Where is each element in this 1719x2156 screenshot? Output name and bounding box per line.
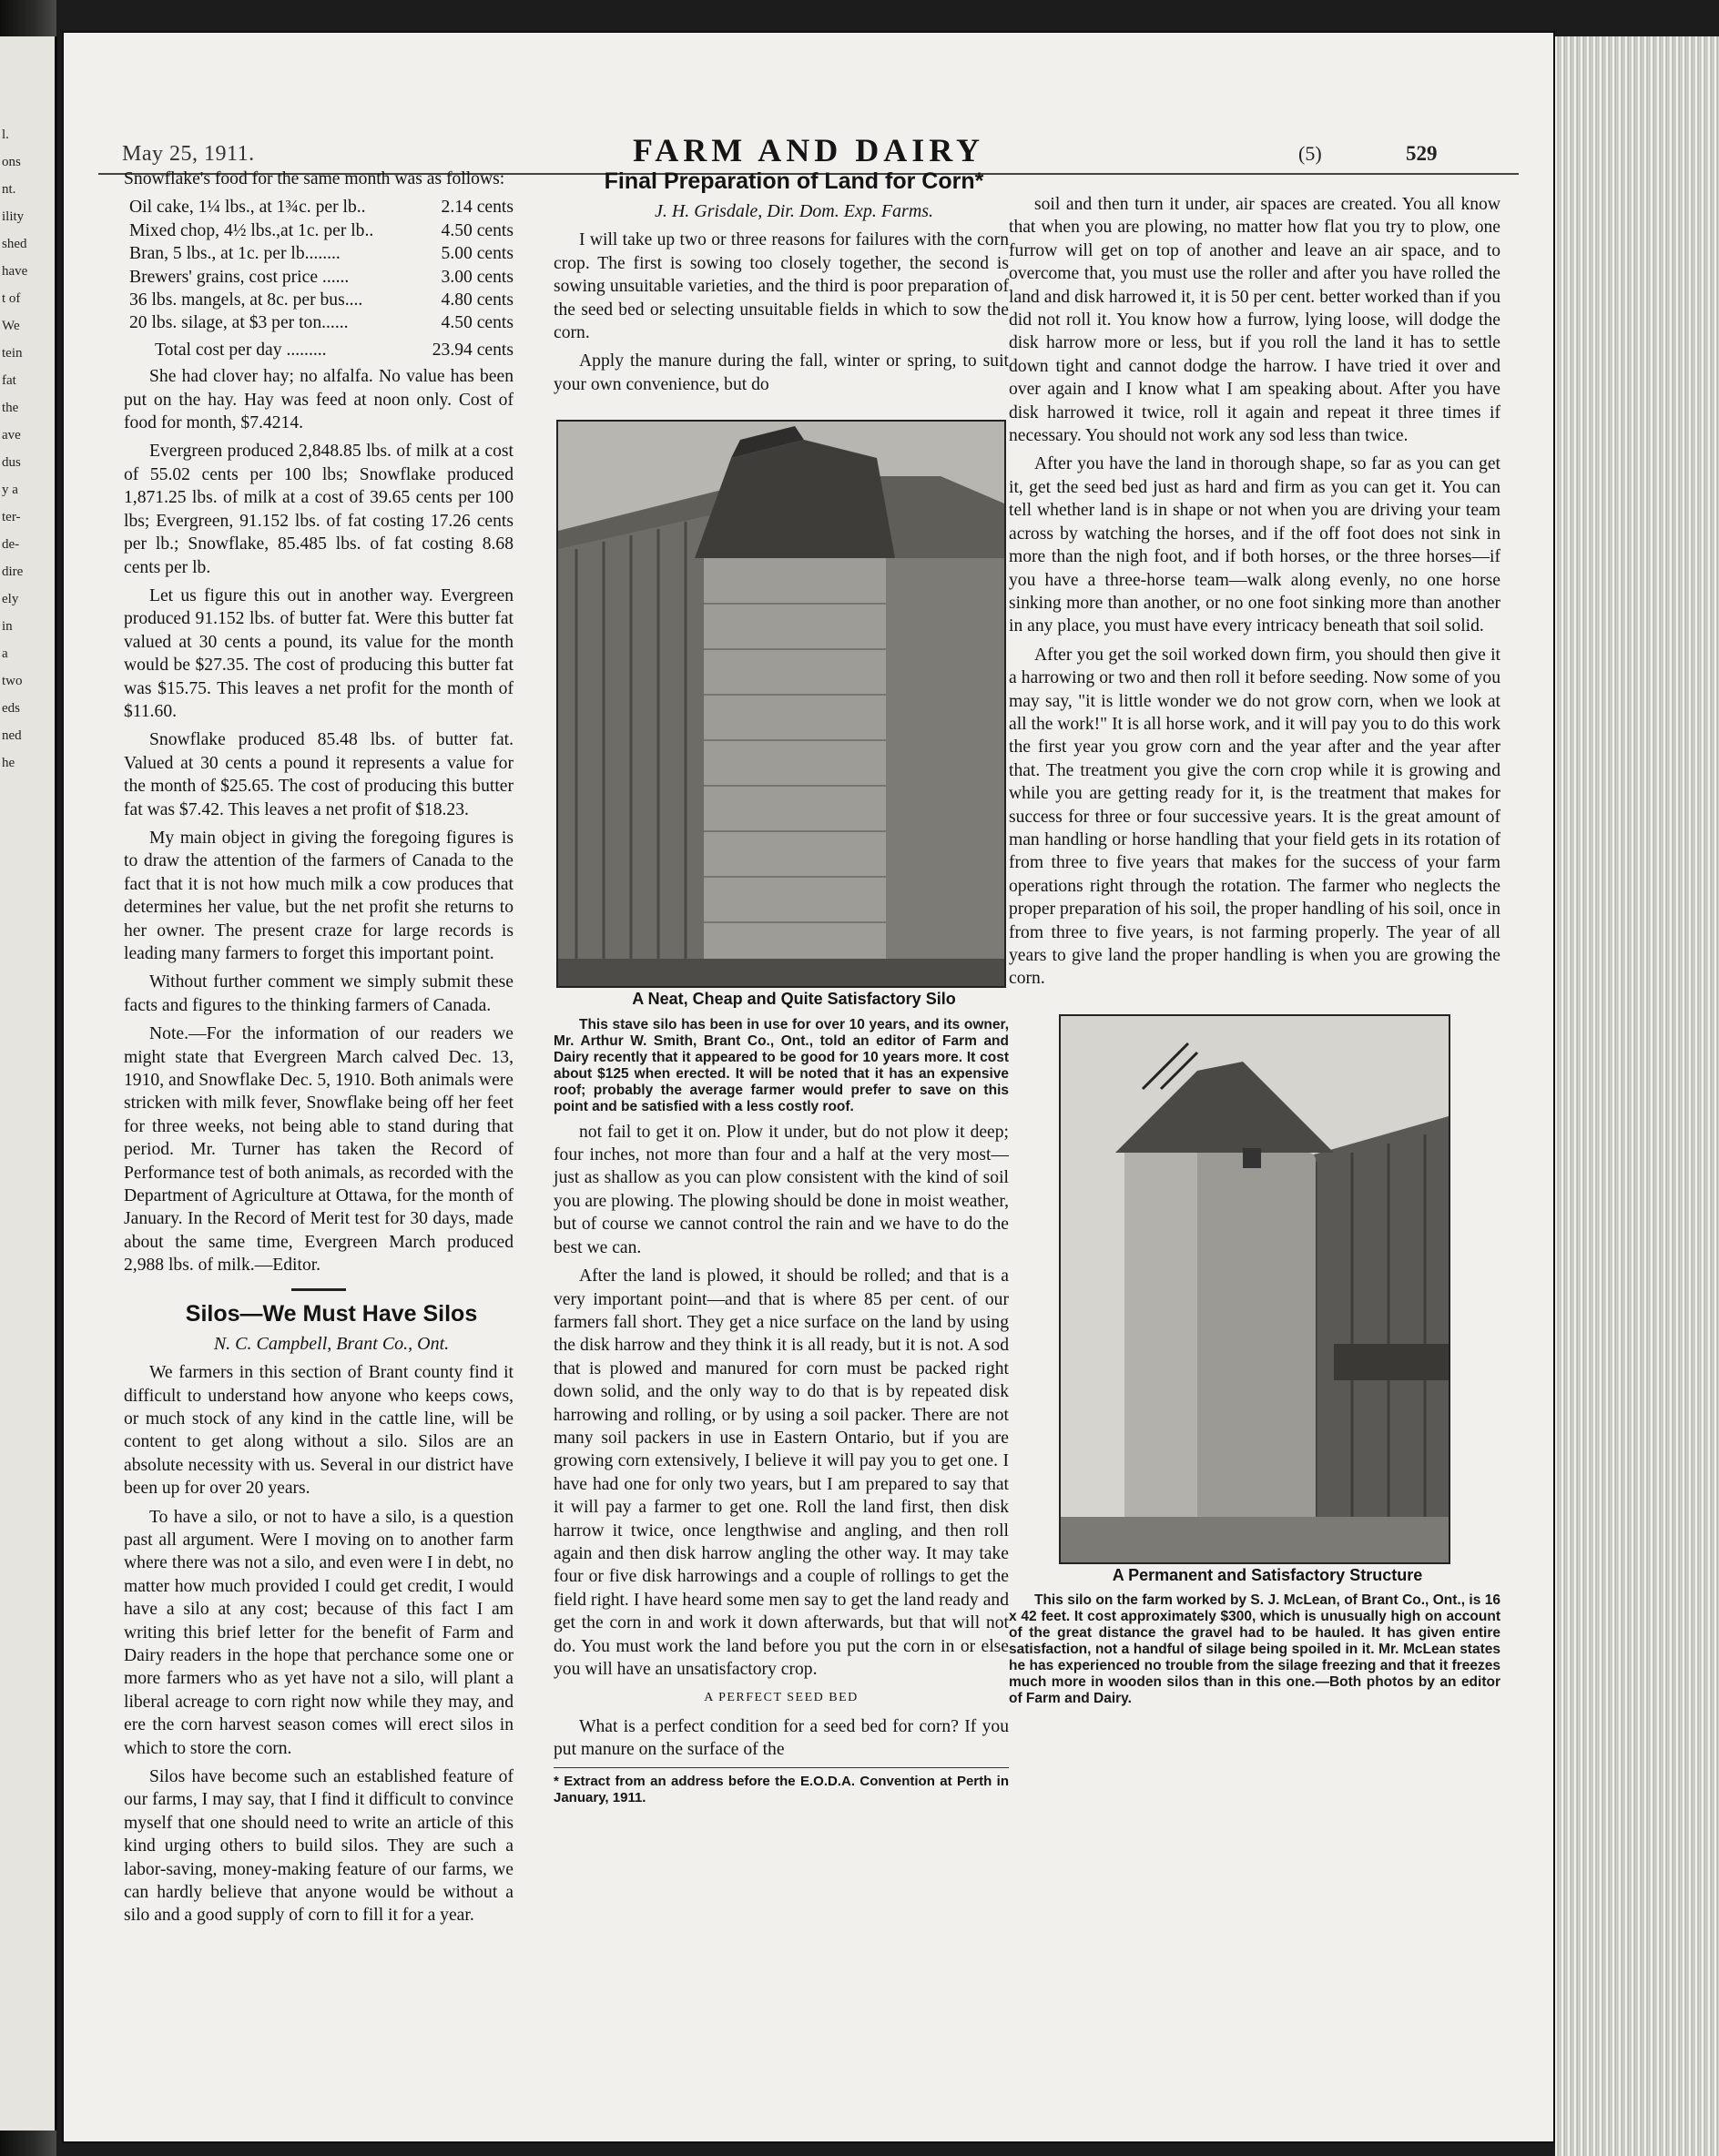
column-2 xyxy=(554,168,1009,1806)
food-item: Bran, 5 lbs., at 1c. per lb........ xyxy=(129,244,341,264)
corn-paragraph: I will take up two or three reasons for failures with the corn crop. The first is sowing too closely together, the second is sowing unsuitable varieties, and the third is poor preparation of the seed bed or selecting unsuitable fields in which to sow the corn. xyxy=(554,230,1009,343)
column-3 xyxy=(1009,193,1500,1713)
stave-silo-caption-title: A Neat, Cheap and Quite Satisfactory Silo xyxy=(632,990,956,1009)
facing-page-fragment: fat xyxy=(2,373,16,388)
food-intro: Snowflake's food for the same month was as follows: xyxy=(124,169,505,188)
silos-paragraph: Silos have become such an established feature of our farms, I may say, that I find it difficult to convince myself that one should need to write an article of this kind urging others to build silos. They are such a labor-saving, money-making feature of our farms, we can hardly believe that anyone would be without a silo and a good supply of corn to fill it for a year. xyxy=(124,1767,514,1926)
food-item: 20 lbs. silage, at $3 per ton...... xyxy=(129,313,349,333)
food-amount: 4.50 cents xyxy=(441,220,514,240)
food-cost-row xyxy=(124,266,514,289)
facing-page-fragment: dire xyxy=(2,564,24,579)
facing-page-fragment: ons xyxy=(2,155,21,169)
facing-page-fragment: two xyxy=(2,674,23,688)
permanent-silo-photo xyxy=(1059,1014,1450,1564)
article-paragraph: Without further comment we simply submit these facts and figures to the thinking farmers of Canada. xyxy=(124,972,514,1015)
total-cost-row xyxy=(124,339,514,361)
silos-article-byline: N. C. Campbell, Brant Co., Ont. xyxy=(213,1333,450,1354)
silos-article-title: Silos—We Must Have Silos xyxy=(185,1300,478,1327)
corn-article-byline: J. H. Grisdale, Dir. Dom. Exp. Farms. xyxy=(654,201,934,221)
facing-page-fragment: t of xyxy=(2,291,21,306)
food-item: Oil cake, 1¼ lbs., at 1¾c. per lb.. xyxy=(129,198,366,218)
corn-article-title: Final Preparation of Land for Corn* xyxy=(604,168,984,194)
silos-paragraph: We farmers in this section of Brant county find it difficult to understand how anyone who keeps cows, or much stock of any kind in the cattle line, will be content to get along without a silo. Silos are an absolute necessity with us. Several in our district have been up for over 20 years. xyxy=(124,1363,514,1499)
section-number: (5) xyxy=(1298,142,1322,165)
corn-paragraph: Apply the manure during the fall, winter or spring, to suit your own convenience, but do xyxy=(554,351,1009,394)
facing-page-fragment: l. xyxy=(2,127,9,142)
article-paragraph: Evergreen produced 2,848.85 lbs. of milk at a cost of 55.02 cents per 100 lbs; Snowflake produced 1,871.25 lbs. of milk at a cost of 39.65 cents per 100 lbs; Evergreen, 91.152 lbs. of fat costing 17.26 cents per lb.; Snowflake, 85.485 lbs. of fat costing 8.68 cents per lb. xyxy=(124,442,514,577)
facing-page-fragment: a xyxy=(2,646,8,661)
permanent-silo-caption-title: A Permanent and Satisfactory Structure xyxy=(1112,1565,1423,1584)
facing-page-edge xyxy=(0,36,57,2131)
permanent-silo-caption: This silo on the farm worked by S. J. McLean, of Brant Co., Ont., is 16 x 42 feet. It cost approximately $300, which is unusually high on account of the great distance the gravel had to be hauled. It has given entire satisfaction, not a handful of silage being spoiled in it. Mr. McLean states he has experienced no trouble from the silage freezing and that it freezes much more in wooden silos than in this one.—Both photos by an editor of Farm and Dairy. xyxy=(1009,1592,1500,1707)
page-number: 529 xyxy=(1406,142,1438,165)
facing-page-fragment: ely xyxy=(2,592,19,606)
food-cost-row xyxy=(124,242,514,265)
facing-page-fragment: ter- xyxy=(2,510,21,524)
article-paragraph: My main object in giving the foregoing figures is to draw the attention of the farmers of Canada to the fact that it is not how much milk a cow produces that determines her value, but the net profit she returns to her owner. The present craze for large records is leading many farmers to forget this important point. xyxy=(124,828,514,963)
corn-paragraph: After the land is plowed, it should be rolled; and that is a very important point—and that is where 85 per cent. of our farmers fall short. They get a nice surface on the land by using the disk harrow and they think it is all ready, but it is not. A sod that is plowed and manured for corn must be packed right down solid, and the only way to do that is by repeated disk harrowing and rolling, or by using a soil packer. There are not many soil packers in use in Eastern Ontario, but if you are growing corn extensively, I believe it will pay you to get one. I have had one for only two years, but I am prepared to say that it will pay a farmer to get one. Roll the land first, then disk harrow it twice, once lengthwise and angling, and then roll again and then disk harrow angling the other way. It may take four or five disk harrowings and a couple of rollings to get the field right. I have heard some men say to get the land ready and get the corn in and work it down afterwards, but that will not do. You must work the land before you put the corn in or else you will have an unsatisfactory crop. xyxy=(554,1266,1009,1679)
stave-silo-illustration xyxy=(558,422,1004,986)
corn-paragraph: soil and then turn it under, air spaces are created. You all know that when you are plowing, no matter how flat you try to plow, one furrow will get on top of another and leave an air space, and to overcome that, you must use the roller and after you have rolled the land and disk harrowed it, it is 50 per cent. better worked than if you did not roll it. You know how a furrow, lying loose, will dodge the disk harrow more or less, but if you roll the land it has to settle down tight and cannot dodge the harrow. I have tried it over and over again and I know what I am speaking about. After you have disk harrowed it twice, roll it again and repeat it three times if necessary. You should not work any sod less than twice. xyxy=(1009,195,1500,446)
food-amount: 4.50 cents xyxy=(441,313,514,333)
permanent-silo-illustration xyxy=(1061,1016,1449,1562)
total-cost-label: Total cost per day ......... xyxy=(155,340,327,360)
food-cost-row xyxy=(124,311,514,334)
footnote: * Extract from an address before the E.O.D.A. Convention at Perth in January, 1911. xyxy=(554,1767,1009,1806)
food-amount: 3.00 cents xyxy=(441,267,514,287)
food-cost-row xyxy=(124,289,514,311)
facing-page-fragment: nt. xyxy=(2,182,16,197)
column-1 xyxy=(124,168,514,1933)
facing-page-fragment: shed xyxy=(2,237,27,251)
silos-paragraph: To have a silo, or not to have a silo, is a question past all argument. Were I moving on to another farm where there was not a silo, and even were I in debt, no matter how much provided I could get credit, I would have a silo at any cost; because of this fact I am writing this brief letter for the benefit of Farm and Dairy readers in the hope that perchance some one or more farmers who as yet have not a silo, will plant a liberal acreage to corn right now while they may, and ere the corn harvest season comes will erect silos in which to store the corn. xyxy=(124,1507,514,1758)
newspaper-page xyxy=(62,31,1555,2143)
facing-page-fragment: y a xyxy=(2,483,18,497)
food-cost-row xyxy=(124,219,514,242)
food-amount: 2.14 cents xyxy=(441,198,514,218)
stave-silo-photo xyxy=(556,420,1006,988)
facing-page-fragment: he xyxy=(2,756,15,770)
facing-page-fragment: ave xyxy=(2,428,21,442)
page-header xyxy=(62,104,1555,168)
facing-page-fragment: the xyxy=(2,401,19,415)
seed-bed-subhead: A PERFECT SEED BED xyxy=(704,1691,859,1705)
food-cost-row xyxy=(124,196,514,219)
total-cost-amount: 23.94 cents xyxy=(432,340,514,360)
facing-page-fragment: ility xyxy=(2,209,25,224)
facing-page-fragment: have xyxy=(2,264,28,279)
seed-bed-paragraph: What is a perfect condition for a seed bed for corn? If you put manure on the surface of the xyxy=(554,1716,1009,1760)
corn-paragraph: After you get the soil worked down firm, you should then give it a harrowing or two and then roll it before seeding. Now some of you may say, "it is little wonder we do not grow corn, when we look at all the work!" It is all horse work, and it will pay you to do this work the first year you grow corn and the year after and the year after that. The treatment you give the corn crop while it is growing and while you are getting ready for it, is the treatment that makes for success for three or four successive years. It is the great amount of man handling or horse handling that your field gets in its rotation of from three to five years that makes for the success of your farm operations right through the rotation. The farmer who neglects the proper preparation of his soil, the proper handling of his soil, once in from three to five years, is not farming properly. The year of all years to give land the proper handling is when you are growing the corn. xyxy=(1009,645,1500,989)
food-cost-list xyxy=(124,196,514,334)
facing-page-fragment: eds xyxy=(2,701,20,716)
stave-silo-caption: This stave silo has been in use for over 10 years, and its owner, Mr. Arthur W. Smith, Brant Co., Ont., told an editor of Farm and Dairy recently that it appeared to be good for 10 years more. It cost about $125 when erected. It will be noted that it has an expensive roof; probably the average farmer would prefer to save on this point and be satisfied with a less costly roof. xyxy=(554,1016,1009,1114)
masthead-title: FARM AND DAIRY xyxy=(632,132,985,168)
issue-date: May 25, 1911. xyxy=(122,142,255,166)
food-amount: 4.80 cents xyxy=(441,290,514,310)
article-paragraph: She had clover hay; no alfalfa. No value has been put on the hay. Hay was feed at noon only. Cost of food for month, $7.4214. xyxy=(124,367,514,433)
facing-page-fragment: in xyxy=(2,619,13,634)
food-amount: 5.00 cents xyxy=(441,244,514,264)
facing-page-fragment: tein xyxy=(2,346,23,361)
article-paragraph: Let us figure this out in another way. Evergreen produced 91.152 lbs. of butter fat. Were this butter fat valued at 30 cents a pound, its value for the month would be $27.35. The cost of producing this butter fat was $15.75. This leaves a net profit for the month of $11.60. xyxy=(124,585,514,721)
corn-paragraph: After you have the land in thorough shape, so far as you can get it, get the seed bed just as hard and firm as you can get it. You can tell whether land is in shape or not when you are driving your team across by watching the horses, and if the off foot does not sink in more than the nigh foot, and if both horses, or the three horses—if you have a three-horse team—walk along evenly, no one horse sinking more than another, or no one foot sinking more than another in any place, you must have every intricacy beneath that soil solid. xyxy=(1009,454,1500,636)
book-page-edges xyxy=(1555,36,1719,2156)
article-separator xyxy=(291,1288,346,1291)
facing-page-fragment: ned xyxy=(2,728,22,743)
article-paragraph: Snowflake produced 85.48 lbs. of butter fat. Valued at 30 cents a pound it represents a value for the month of $25.65. The cost of producing this butter fat was $7.42. This leaves a net profit of $18.23. xyxy=(124,730,514,819)
food-item: Brewers' grains, cost price ...... xyxy=(129,267,350,287)
food-item: Mixed chop, 4½ lbs.,at 1c. per lb.. xyxy=(129,220,374,240)
article-paragraph: Note.—For the information of our readers we might state that Evergreen March calved Dec. 13, 1910, and Snowflake Dec. 5, 1910. Both animals were stricken with milk fever, Snowflake being off her feet for three weeks, not being able to stand during that period. Mr. Turner has taken the Record of Performance test of both animals, as recorded with the Department of Agriculture at Ottawa, for the month of January. In the Record of Merit test for 30 days, made about the same time, Evergreen March produced 2,988 lbs. of milk.—Editor. xyxy=(124,1024,514,1276)
food-item: 36 lbs. mangels, at 8c. per bus.... xyxy=(129,290,363,310)
corn-paragraph: not fail to get it on. Plow it under, but do not plow it deep; four inches, not more than four and a half at the very most—just as shallow as you can plow consistent with the kind of soil you are plowing. The plowing should be done in moist weather, but of course we cannot control the rain and we have to do the best we can. xyxy=(554,1122,1009,1257)
facing-page-fragment: We xyxy=(2,319,20,333)
facing-page-fragment: de- xyxy=(2,537,20,552)
facing-page-fragment: dus xyxy=(2,455,21,470)
